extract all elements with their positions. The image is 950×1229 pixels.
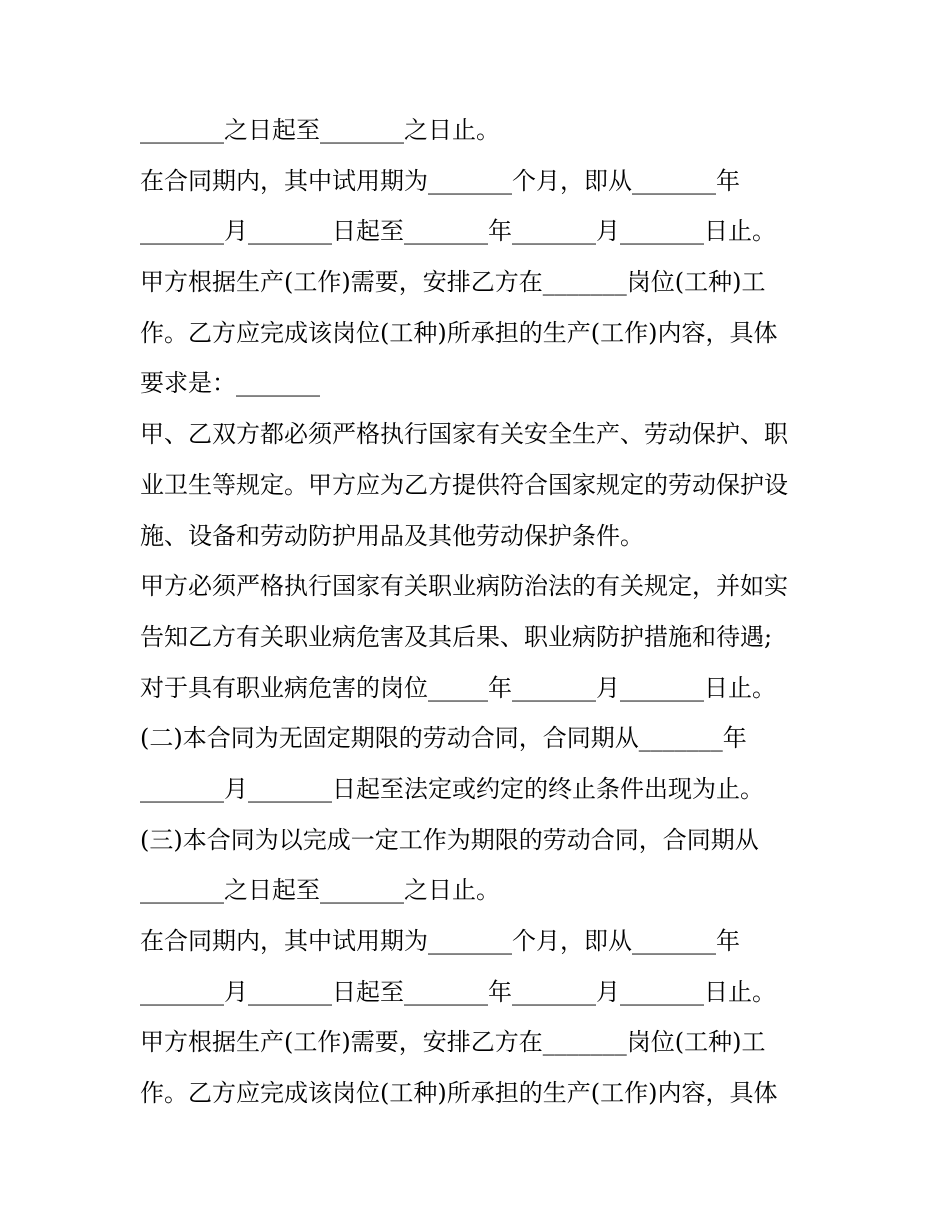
text-line: 施、设备和劳动防护用品及其他劳动保护条件。 <box>140 521 644 550</box>
text-line: 甲方根据生产(工作)需要，安排乙方在_______岗位(工种)工 <box>140 1028 766 1057</box>
text-line: 作。乙方应完成该岗位(工种)所承担的生产(工作)内容，具体 <box>140 1079 778 1108</box>
text-line: (三)本合同为以完成一定工作为期限的劳动合同，合同期从 <box>140 825 759 854</box>
text-line: _______之日起至_______之日止。 <box>140 876 500 905</box>
text-line: 要求是：_______ <box>140 369 320 398</box>
text-line: 甲方必须严格执行国家有关职业病防治法的有关规定，并如实 <box>140 572 788 601</box>
text-line: (二)本合同为无固定期限的劳动合同，合同期从_______年 <box>140 724 747 753</box>
text-line: 在合同期内，其中试用期为_______个月，即从_______年 <box>140 166 740 195</box>
text-line: 告知乙方有关职业病危害及其后果、职业病防护措施和待遇; <box>140 622 773 651</box>
text-line: 甲方根据生产(工作)需要，安排乙方在_______岗位(工种)工 <box>140 268 766 297</box>
document-body <box>140 105 820 1119</box>
text-line: _______月_______日起至_______年_______月_______日止。 <box>140 977 776 1006</box>
text-line: 甲、乙双方都必须严格执行国家有关安全生产、劳动保护、职 <box>140 420 788 449</box>
text-line: 作。乙方应完成该岗位(工种)所承担的生产(工作)内容，具体 <box>140 318 778 347</box>
text-line: 在合同期内，其中试用期为_______个月，即从_______年 <box>140 927 740 955</box>
text-line: _______月_______日起至法定或约定的终止条件出现为止。 <box>140 774 764 803</box>
text-line: 业卫生等规定。甲方应为乙方提供符合国家规定的劳动保护设 <box>140 470 788 499</box>
text-line: _______月_______日起至_______年_______月_______日止。 <box>140 217 776 246</box>
text-line: _______之日起至_______之日止。 <box>140 116 500 144</box>
text-line: 对于具有职业病危害的岗位_____年_______月_______日止。 <box>140 673 776 702</box>
